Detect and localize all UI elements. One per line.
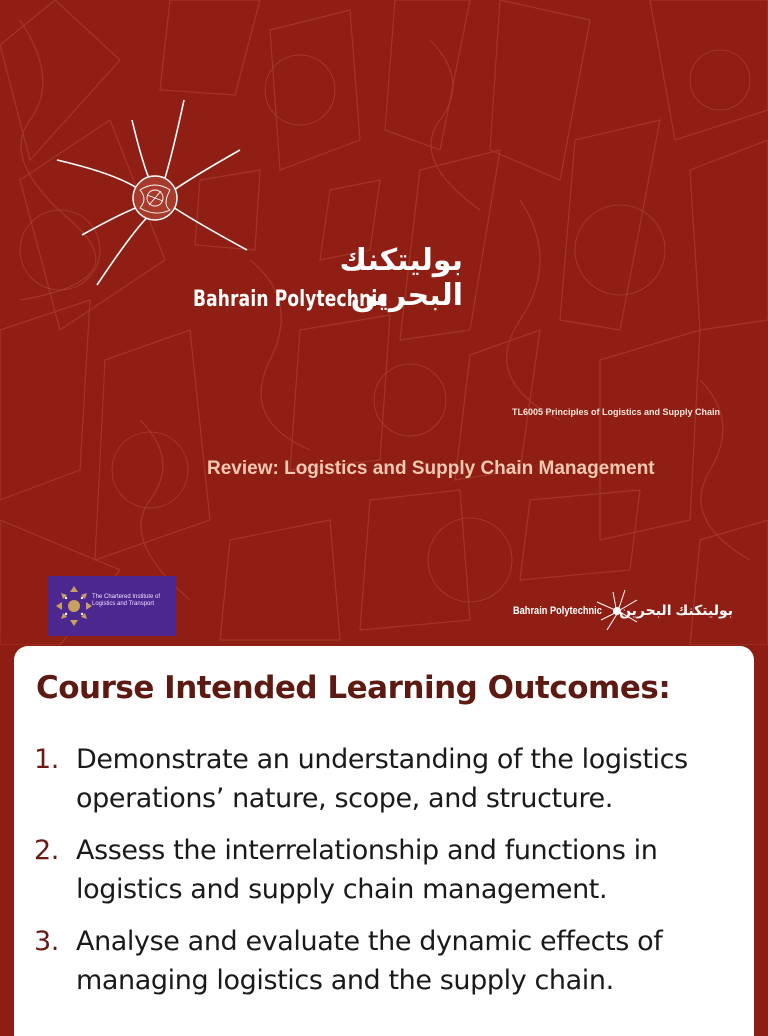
course-code: TL6005 Principles of Logistics and Supply Chain xyxy=(511,407,720,417)
cilt-logo-text: The Chartered Institute of Logistics and Transport xyxy=(92,594,161,607)
cilt-partner-logo xyxy=(48,576,176,636)
footer-arabic-name: بوليتكنك البحرين xyxy=(619,602,733,618)
outcome-text: Demonstrate an understanding of the logistics operations’ nature, scope, and structure. xyxy=(76,744,688,814)
outcome-item xyxy=(34,831,734,909)
outcome-text: Analyse and evaluate the dynamic effects of managing logistics and the supply chain. xyxy=(76,926,663,996)
footer-polytechnic-logo xyxy=(513,588,733,632)
outcomes-heading: Course Intended Learning Outcomes: xyxy=(36,670,671,706)
outcome-text: Assess the interrelationship and functions in logistics and supply chain management. xyxy=(76,835,658,905)
polytechnic-star-logo xyxy=(52,95,252,295)
outcome-list xyxy=(34,740,734,1013)
footer-english-name: Bahrain Polytechnic xyxy=(513,605,602,617)
outcome-number: 3. xyxy=(34,926,59,957)
cilt-emblem-icon xyxy=(52,576,96,636)
outcome-item xyxy=(34,740,734,818)
learning-outcomes-card xyxy=(14,646,754,1036)
outcome-item xyxy=(34,922,734,1000)
arabic-institution-name: بوليتكنك البحرين xyxy=(339,243,463,313)
presentation-title: Review: Logistics and Supply Chain Management xyxy=(207,458,655,479)
outcome-number: 1. xyxy=(34,744,59,775)
outcome-number: 2. xyxy=(34,835,59,866)
english-institution-name: Bahrain Polytechnic xyxy=(193,287,388,312)
